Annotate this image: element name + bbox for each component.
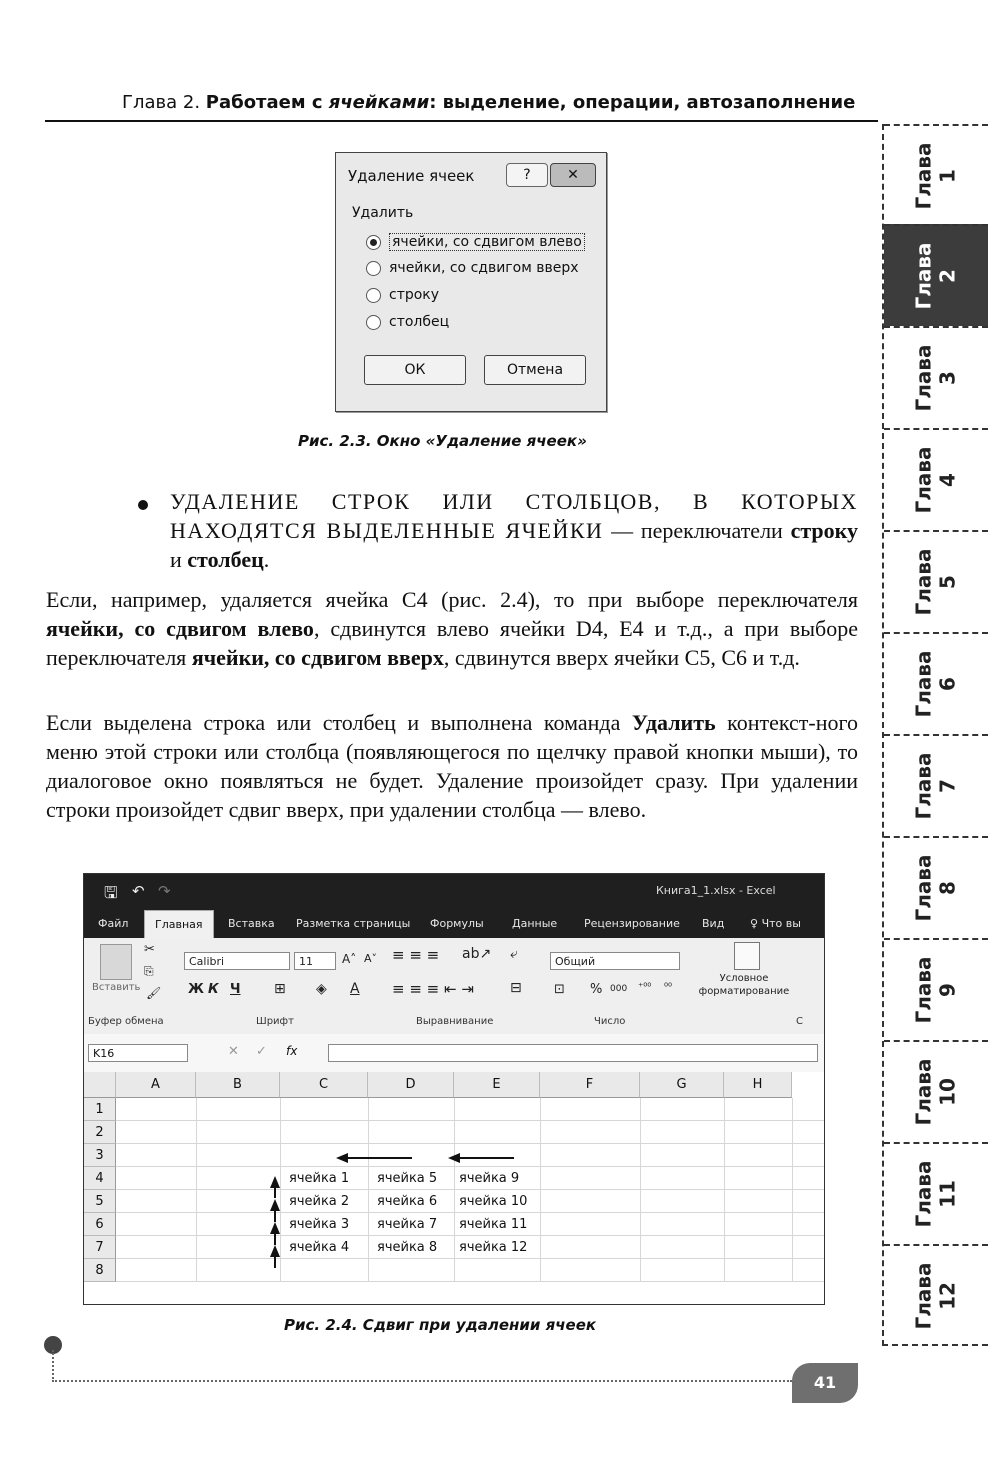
tab-home[interactable]: Главная bbox=[144, 910, 214, 939]
bullet-bold-column: столбец bbox=[187, 547, 264, 572]
paragraph-1 bbox=[46, 585, 858, 672]
chapter-tab-label: Глава bbox=[911, 956, 936, 1024]
conditional-format-label[interactable]: Условное форматирование bbox=[698, 973, 790, 997]
group-alignment: Выравнивание bbox=[416, 1016, 494, 1027]
chapter-tab-inner bbox=[884, 1144, 988, 1244]
chapter-tab-number: 2 bbox=[935, 269, 960, 283]
column-header-g[interactable]: G bbox=[640, 1072, 724, 1098]
select-all-corner[interactable] bbox=[84, 1072, 116, 1098]
font-name-box[interactable]: Calibri bbox=[184, 952, 290, 970]
chapter-tab-label: Глава bbox=[911, 1262, 936, 1330]
tab-view[interactable]: Вид bbox=[702, 917, 725, 930]
chapter-tab-text bbox=[912, 142, 960, 209]
conditional-format-icon[interactable] bbox=[734, 942, 760, 970]
cell-d6[interactable]: ячейка 7 bbox=[377, 1217, 438, 1232]
increase-decimal-icon[interactable]: ⁺⁰⁰ bbox=[638, 982, 652, 993]
tab-data[interactable]: Данные bbox=[512, 917, 558, 930]
worksheet-grid bbox=[84, 1072, 824, 1304]
grid-row[interactable] bbox=[116, 1144, 824, 1167]
chapter-tab-number: 3 bbox=[935, 371, 960, 385]
save-icon[interactable]: 🖫 bbox=[104, 883, 118, 902]
excel-titlebar bbox=[84, 874, 824, 910]
figure-caption-2-3: Рис. 2.3. Окно «Удаление ячеек» bbox=[298, 432, 587, 450]
cell-c4[interactable]: ячейка 1 bbox=[289, 1171, 350, 1186]
cancel-entry-icon[interactable]: ✕ bbox=[228, 1044, 239, 1059]
chapter-tab-number: 12 bbox=[935, 1282, 960, 1310]
shrink-font-icon[interactable]: A˅ bbox=[364, 952, 378, 965]
align-left-icon[interactable]: ≡ ≡ ≡ ⇤ ⇥ bbox=[392, 980, 474, 998]
group-number: Число bbox=[594, 1016, 626, 1027]
chapter-tab-inner bbox=[884, 126, 988, 226]
row-header-4[interactable]: 4 bbox=[84, 1167, 116, 1190]
currency-icon[interactable]: ⊡ bbox=[554, 982, 565, 997]
chapter-tab-inner bbox=[884, 1042, 988, 1142]
tab-file[interactable]: Файл bbox=[98, 917, 129, 930]
radio-label: ячейки, со сдвигом вверх bbox=[389, 260, 579, 276]
chapter-tab-inner bbox=[884, 430, 988, 530]
chapter-tab-7[interactable] bbox=[884, 734, 988, 836]
paragraph-2 bbox=[46, 708, 858, 824]
close-button[interactable]: ✕ bbox=[550, 163, 596, 187]
chapter-tab-inner bbox=[884, 226, 988, 326]
fill-color-icon[interactable]: ◈ bbox=[316, 981, 327, 997]
chapter-tab-label: Глава bbox=[911, 344, 936, 412]
cell-e7[interactable]: ячейка 12 bbox=[459, 1240, 528, 1255]
paste-icon[interactable] bbox=[100, 944, 132, 980]
tab-insert[interactable]: Вставка bbox=[228, 917, 275, 930]
para1-text-3: , сдвинутся вверх ячейки C5, C6 и т.д. bbox=[443, 645, 800, 670]
grid-row[interactable] bbox=[116, 1259, 824, 1282]
chapter-tab-label: Глава bbox=[911, 854, 936, 922]
radio-shift-up[interactable] bbox=[366, 260, 579, 276]
chapter-tab-text bbox=[912, 344, 960, 411]
percent-button[interactable]: % bbox=[590, 982, 603, 997]
group-styles: С bbox=[796, 1016, 803, 1027]
ok-button[interactable]: ОК bbox=[364, 355, 466, 385]
chapter-tab-number: 5 bbox=[935, 575, 960, 589]
column-header-h[interactable]: H bbox=[724, 1072, 792, 1098]
chapter-tab-text bbox=[912, 1160, 960, 1227]
group-clipboard: Буфер обмена bbox=[88, 1016, 164, 1027]
chapter-tab-label: Глава bbox=[911, 1160, 936, 1228]
grow-font-icon[interactable]: A˄ bbox=[342, 952, 357, 966]
chapter-tab-label: Глава bbox=[911, 548, 936, 616]
cut-icon[interactable]: ✂ bbox=[144, 942, 155, 957]
chapter-tab-11[interactable] bbox=[884, 1142, 988, 1244]
cancel-button[interactable]: Отмена bbox=[484, 355, 586, 385]
chapter-tab-text bbox=[912, 446, 960, 513]
chapter-tab-inner bbox=[884, 736, 988, 836]
undo-icon[interactable]: ↶ bbox=[132, 882, 145, 900]
cell-d7[interactable]: ячейка 8 bbox=[377, 1240, 438, 1255]
grid-row[interactable] bbox=[116, 1098, 824, 1121]
chapter-tab-text bbox=[912, 1262, 960, 1329]
insert-function-icon[interactable]: fx bbox=[286, 1044, 298, 1058]
page-number: 41 bbox=[792, 1363, 858, 1403]
chapter-tab-8[interactable] bbox=[884, 836, 988, 938]
chapter-tab-label: Глава bbox=[911, 242, 936, 310]
window-title: Книга1_1.xlsx - Excel bbox=[656, 884, 776, 897]
chapter-tab-number: 1 bbox=[935, 169, 960, 183]
chapter-tab-3[interactable] bbox=[884, 326, 988, 428]
radio-icon bbox=[366, 261, 381, 276]
row-header-8[interactable]: 8 bbox=[84, 1259, 116, 1282]
cell-c7[interactable]: ячейка 4 bbox=[289, 1240, 350, 1255]
chapter-tab-number: 11 bbox=[935, 1180, 960, 1208]
bullet-paragraph bbox=[170, 487, 858, 574]
chapter-tab-12[interactable] bbox=[884, 1244, 988, 1346]
radio-icon bbox=[366, 315, 381, 330]
cell-d4[interactable]: ячейка 5 bbox=[377, 1171, 438, 1186]
chapter-tab-text bbox=[912, 242, 960, 309]
tab-review[interactable]: Рецензирование bbox=[584, 917, 680, 930]
radio-label: ячейки, со сдвигом влево bbox=[389, 233, 585, 251]
chapter-tab-inner bbox=[884, 1246, 988, 1346]
tab-tell-me[interactable]: ♀ Что вы bbox=[750, 917, 801, 930]
delete-group-label: Удалить bbox=[352, 205, 414, 221]
thousands-button[interactable]: 000 bbox=[610, 984, 628, 994]
chapter-tab-text bbox=[912, 752, 960, 819]
chapter-tab-2[interactable] bbox=[884, 224, 988, 326]
radio-icon bbox=[366, 288, 381, 303]
para2-text-1: Если выделена строка или столбец и выполнена команда bbox=[46, 710, 632, 735]
running-header bbox=[122, 92, 855, 113]
cell-c5[interactable]: ячейка 2 bbox=[289, 1194, 350, 1209]
tab-formulas[interactable]: Формулы bbox=[430, 917, 484, 930]
chapter-tab-label: Глава bbox=[911, 1058, 936, 1126]
decrease-decimal-icon[interactable]: ⁰⁰ bbox=[664, 982, 673, 993]
cell-e6[interactable]: ячейка 11 bbox=[459, 1217, 528, 1232]
column-header-b[interactable]: B bbox=[196, 1072, 280, 1098]
para1-text-2: , сдвинутся влево ячейки D4, E4 и т.д., а при выборе переключателя bbox=[46, 616, 858, 670]
chapter-tab-5[interactable] bbox=[884, 530, 988, 632]
chapter-tab-number: 6 bbox=[935, 677, 960, 691]
header-rule bbox=[45, 120, 878, 122]
chapter-tab-number: 4 bbox=[935, 473, 960, 487]
chapter-tab-text bbox=[912, 854, 960, 921]
name-box[interactable]: K16 bbox=[88, 1044, 188, 1062]
chapter-tab-text bbox=[912, 956, 960, 1023]
cell-d5[interactable]: ячейка 6 bbox=[377, 1194, 438, 1209]
cell-e4[interactable]: ячейка 9 bbox=[459, 1171, 520, 1186]
radio-column[interactable] bbox=[366, 314, 449, 330]
chapter-tab-inner bbox=[884, 328, 988, 428]
header-title-1: Работаем с bbox=[205, 92, 329, 113]
redo-icon[interactable]: ↷ bbox=[158, 882, 171, 900]
column-header-f[interactable]: F bbox=[540, 1072, 640, 1098]
paste-label: Вставить bbox=[92, 982, 141, 993]
chapter-tab-inner bbox=[884, 940, 988, 1040]
footer-vertical-line bbox=[52, 1350, 54, 1382]
radio-label: столбец bbox=[389, 314, 450, 330]
ribbon-tabs bbox=[84, 910, 824, 938]
formula-bar bbox=[84, 1034, 824, 1072]
confirm-entry-icon[interactable]: ✓ bbox=[256, 1044, 267, 1059]
align-top-icon[interactable]: ≡ ≡ ≡ bbox=[392, 946, 440, 964]
ribbon bbox=[84, 938, 824, 1035]
footer-line bbox=[52, 1380, 792, 1382]
chapter-tab-inner bbox=[884, 634, 988, 734]
radio-selected-icon bbox=[366, 235, 381, 250]
orientation-icon[interactable]: ab↗ bbox=[462, 946, 492, 962]
chapter-tab-label: Глава bbox=[911, 446, 936, 514]
chapter-tab-inner bbox=[884, 838, 988, 938]
row-header-5[interactable]: 5 bbox=[84, 1190, 116, 1213]
format-painter-icon[interactable]: 🖌 bbox=[146, 986, 162, 1000]
row-header-2[interactable]: 2 bbox=[84, 1121, 116, 1144]
cell-e5[interactable]: ячейка 10 bbox=[459, 1194, 528, 1209]
chapter-tab-number: 9 bbox=[935, 983, 960, 997]
bullet-caps: УДАЛЕНИЕ СТРОК ИЛИ СТОЛБЦОВ, В КОТОРЫХ НАХОДЯТСЯ ВЫДЕЛЕННЫЕ ЯЧЕЙКИ bbox=[170, 489, 858, 543]
row-header-1[interactable]: 1 bbox=[84, 1098, 116, 1121]
radio-row[interactable] bbox=[366, 287, 439, 303]
formula-input[interactable] bbox=[328, 1044, 818, 1062]
column-header-a[interactable]: A bbox=[116, 1072, 196, 1098]
grid-row[interactable] bbox=[116, 1121, 824, 1144]
chapter-tab-text bbox=[912, 650, 960, 717]
header-title-italic: ячейками bbox=[328, 92, 430, 113]
copy-icon[interactable]: ⎘ bbox=[144, 964, 154, 978]
group-font: Шрифт bbox=[256, 1016, 294, 1027]
para1-text-1: Если, например, удаляется ячейка C4 (рис. 2.4), то при выборе переключателя bbox=[46, 587, 858, 612]
chapter-tab-text bbox=[912, 548, 960, 615]
chapter-tab-text bbox=[912, 1058, 960, 1125]
chapter-tab-4[interactable] bbox=[884, 428, 988, 530]
para1-bold-2: ячейки, со сдвигом вверх bbox=[191, 645, 444, 670]
bullet-bold-row: строку bbox=[790, 518, 859, 543]
borders-icon[interactable]: ⊞ bbox=[274, 981, 286, 997]
underline-button[interactable]: Ч bbox=[230, 982, 241, 997]
chapter-tab-label: Глава bbox=[911, 752, 936, 820]
italic-button[interactable]: К bbox=[208, 982, 219, 997]
chapter-tab-label: Глава bbox=[911, 650, 936, 718]
para1-bold-1: ячейки, со сдвигом влево bbox=[46, 616, 314, 641]
para2-bold: Удалить bbox=[631, 710, 716, 735]
chapter-tab-6[interactable] bbox=[884, 632, 988, 734]
figure-caption-2-4: Рис. 2.4. Сдвиг при удалении ячеек bbox=[284, 1316, 597, 1334]
merge-icon[interactable]: ⊟ bbox=[510, 980, 522, 996]
radio-label: строку bbox=[389, 287, 440, 303]
column-header-c[interactable]: C bbox=[280, 1072, 368, 1098]
chapter-tab-1[interactable] bbox=[884, 124, 988, 226]
column-header-e[interactable]: E bbox=[454, 1072, 540, 1098]
chapter-tab-number: 8 bbox=[935, 881, 960, 895]
tab-page-layout[interactable]: Разметка страницы bbox=[296, 917, 411, 930]
font-color-icon[interactable]: A bbox=[350, 981, 360, 997]
chapter-tab-number: 10 bbox=[935, 1078, 960, 1106]
chapter-tab-number: 7 bbox=[935, 779, 960, 793]
para2-text-2: контекст-ного меню этой строки или столбца (появляющегося по щелчку правой кнопки мыши), то диалоговое окно появляться не будет. Удаление произойдет сразу. При удалении строки произойдет сдвиг вверх, при удалении столбца — влево. bbox=[46, 710, 858, 822]
bullet-dash: — переключатели bbox=[603, 518, 791, 543]
row-header-6[interactable]: 6 bbox=[84, 1213, 116, 1236]
dialog-title: Удаление ячеек bbox=[348, 167, 475, 185]
bullet-icon bbox=[138, 500, 148, 510]
font-size-box[interactable]: 11 bbox=[294, 952, 336, 970]
chapter-tab-inner bbox=[884, 532, 988, 632]
wrap-text-icon[interactable]: ⤶ bbox=[510, 946, 518, 962]
row-header-3[interactable]: 3 bbox=[84, 1144, 116, 1167]
bullet-and: и bbox=[170, 547, 188, 572]
header-chapter: Глава 2. bbox=[122, 92, 206, 113]
bold-button[interactable]: Ж bbox=[188, 982, 204, 997]
row-header-7[interactable]: 7 bbox=[84, 1236, 116, 1259]
cell-c6[interactable]: ячейка 3 bbox=[289, 1217, 350, 1232]
help-button[interactable]: ? bbox=[506, 163, 548, 187]
column-header-d[interactable]: D bbox=[368, 1072, 454, 1098]
chapter-tab-10[interactable] bbox=[884, 1040, 988, 1142]
radio-shift-left[interactable] bbox=[366, 233, 585, 251]
chapter-tab-label: Глава bbox=[911, 142, 936, 210]
bullet-end: . bbox=[263, 547, 270, 572]
tell-me-label: Что вы bbox=[761, 917, 801, 930]
chapter-tab-9[interactable] bbox=[884, 938, 988, 1040]
delete-cells-dialog bbox=[335, 152, 607, 412]
header-title-2: : выделение, операции, автозаполнение bbox=[429, 92, 856, 113]
number-format-box[interactable]: Общий bbox=[550, 952, 680, 970]
excel-screenshot bbox=[83, 873, 825, 1305]
